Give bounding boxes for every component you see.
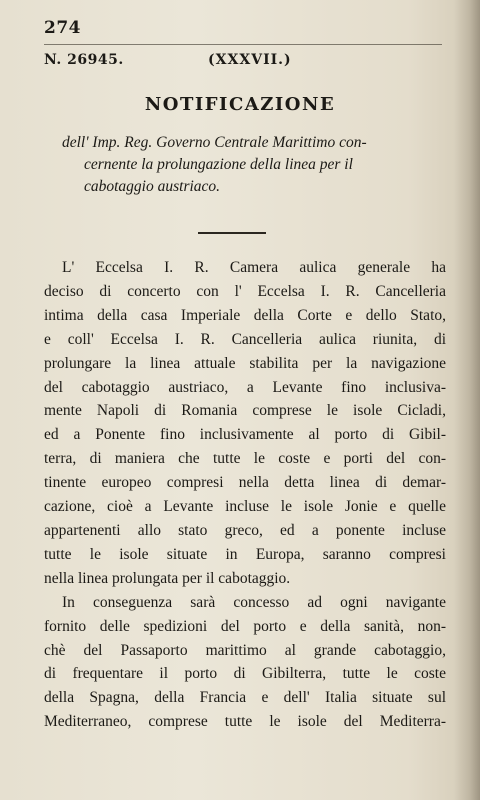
text-line: chè del Passaporto marittimo al grande cabotaggio, — [44, 641, 446, 659]
text-line: e coll' Eccelsa I. R. Cancelleria aulica riunita, di — [44, 330, 446, 348]
text-line: tinente europeo compresi nella detta linea di demar- — [44, 474, 446, 492]
text-line: fornito delle spedizioni del porto e della sanità, non- — [44, 617, 446, 635]
text-line: mente Napoli di Romania comprese le isole Cicladi, — [44, 402, 446, 420]
text-line: del cabotaggio austriaco, a Levante fino inclusiva- — [44, 378, 446, 396]
text-line: Mediterraneo, comprese tutte le isole del Mediterra- — [44, 713, 446, 731]
text-line: di frequentare il porto di Gibilterra, tutte le coste — [44, 665, 446, 683]
text-line: cazione, cioè a Levante incluse le isole Jonie e quelle — [44, 498, 446, 516]
text-line: nella linea prolungata per il cabotaggio. — [44, 569, 291, 587]
page-edge-shadow — [454, 0, 480, 800]
text-line: ed a Ponente fino inclusivamente al porto di Gibil- — [44, 426, 446, 444]
text-line: deciso di concerto con l' Eccelsa I. R. Cancelleria — [44, 282, 446, 300]
document-number: N. 26945. — [44, 52, 124, 68]
text-line: tutte le isole situate in Europa, saranno compresi — [44, 545, 446, 563]
paragraph-1 — [44, 256, 446, 591]
document-title: NOTIFICAZIONE — [144, 94, 336, 115]
text-line: intima della casa Imperiale della Corte e dello Stato, — [44, 306, 446, 324]
body-text — [44, 256, 446, 734]
subtitle-line: cabotaggio austriaco. — [84, 178, 221, 195]
subtitle-line: cernente la prolungazione della linea per il — [84, 156, 353, 173]
section-number: (XXXVII.) — [208, 52, 292, 68]
text-line: terra, di maniera che tutte le coste e porti del con- — [44, 450, 446, 468]
page-number: 274 — [44, 18, 81, 38]
section-divider — [198, 232, 266, 234]
text-line: In conseguenza sarà concesso ad ogni navigante — [62, 593, 446, 611]
subtitle-line: dell' Imp. Reg. Governo Centrale Marittimo con- — [62, 134, 367, 151]
text-line: L' Eccelsa I. R. Camera aulica generale ha — [62, 259, 446, 276]
text-line: della Spagna, della Francia e dell' Italia situate sul — [44, 689, 446, 707]
text-line: appartenenti allo stato greco, ed a ponente incluse — [44, 521, 446, 539]
text-line: prolungare la linea attuale stabilita per la navigazione — [44, 354, 446, 372]
document-subtitle — [62, 132, 446, 198]
header-rule — [44, 44, 442, 45]
paragraph-2 — [44, 591, 446, 734]
